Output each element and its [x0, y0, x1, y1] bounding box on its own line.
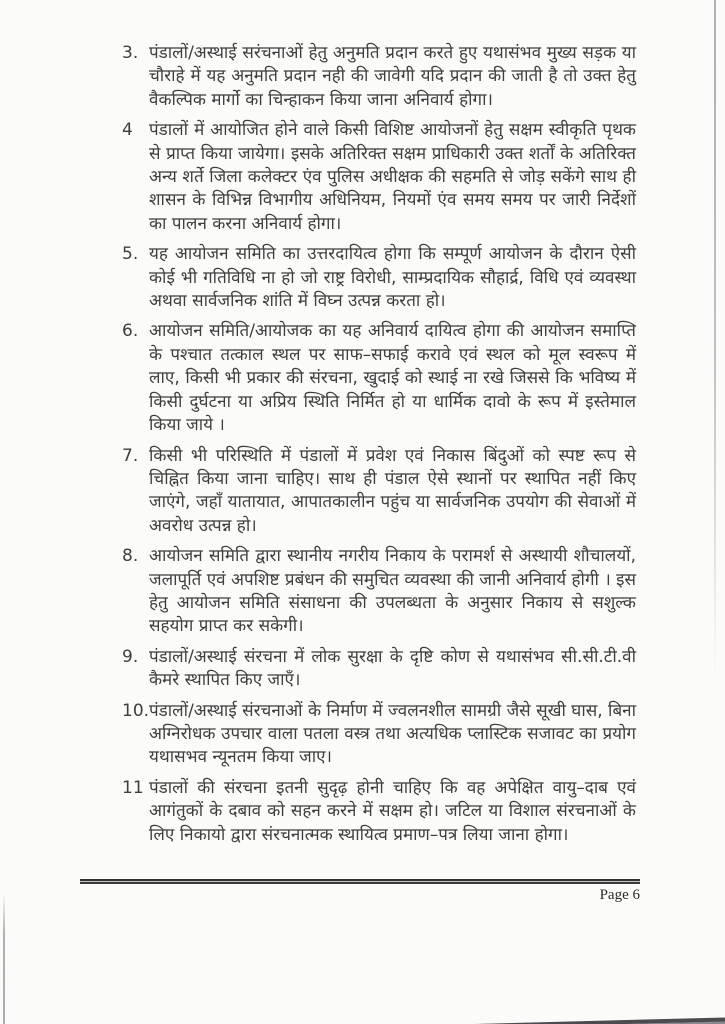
list-item [122, 646, 636, 693]
footer-rule [80, 879, 640, 884]
item-text: किसी भी परिस्थिति में पंडालों में प्रवेश एवं निकास बिंदुओं को स्पष्ट रूप से चिह्नित किया जाना चाहिए। साथ ही पंडाल ऐसे स्थानों पर स्थापित नहीं किए जाएंगे, जहाँ यातायात, आपातकालीन पहुंच या सार्वजनिक उपयोग की सेवाओं में अवरोध उत्पन्न हो। [149, 445, 636, 536]
page-number: Page 6 [599, 887, 640, 903]
item-number: 3. [122, 43, 139, 63]
item-number: 9. [122, 646, 139, 667]
list-item [122, 320, 636, 437]
list-item [122, 445, 636, 539]
list-item [122, 545, 636, 639]
list-item [122, 243, 636, 313]
item-number: 6. [122, 321, 139, 342]
item-text: आयोजन समिति/आयोजक का यह अनिवार्य दायित्व होगा की आयोजन समाप्ति के पश्चात तत्काल स्थल पर साफ–सफाई करावे एवं स्थल को मूल स्वरूप में लाए, किसी भी प्रकार की संरचना, खुदाई को स्थाई ना रखे जिससे कि भविष्य में किसी दुर्घटना या अप्रिय स्थिति निर्मित हो या धार्मिक दावो के रूप में इस्तेमाल किया जाये । [149, 321, 636, 436]
list-item [122, 119, 636, 236]
list-item [122, 777, 636, 847]
item-text: यह आयोजन समिति का उत्तरदायित्व होगा कि सम्पूर्ण आयोजन के दौरान ऐसी कोई भी गतिविधि ना हो जो राष्ट्र विरोधी, साम्प्रदायिक सौहार्द्र, विधि एवं व्यवस्था अथवा सार्वजनिक शांति में विघ्न उत्पन्न करता हो। [149, 244, 636, 312]
item-number: 11 [122, 777, 144, 798]
item-number: 10. [122, 700, 150, 721]
item-text: पंडालों की संरचना इतनी सुदृढ़ होनी चाहिए कि वह अपेक्षित वायु–दाब एवं आगंतुकों के दबाव को सहन करने में सक्षम हो। जटिल या विशाल संरचनाओं के लिए निकायो द्वारा संरचनात्मक स्थायित्व प्रमाण–पत्र लिया जाना होगा। [149, 777, 636, 845]
item-text: आयोजन समिति द्वारा स्थानीय नगरीय निकाय के परामर्श से अस्थायी शौचालयों, जलापूर्ति एवं अपशिष्ट प्रबंधन की समुचित व्यवस्था की जानी अनिवार्य होगी । इस हेतु आयोजन समिति संसाधना की उपलब्धता के अनुसार निकाय से सशुल्क सहयोग प्राप्त कर सकेगी। [149, 546, 637, 637]
scan-edge-left [3, 893, 5, 1024]
item-text: पंडालों/अस्थाई सरंचनाओं हेतु अनुमति प्रदान करते हुए यथासंभव मुख्य सड़क या चौराहे में यह अनुमति प्रदान नही की जावेगी यदि प्रदान की जाती है तो उक्त हेतु वैकल्पिक मार्गो का चिन्हाकन किया जाना अनिवार्य होगा। [149, 43, 636, 110]
item-text: पंडालों में आयोजित होने वाले किसी विशिष्ट आयोजनों हेतु सक्षम स्वीकृति पृथक से प्राप्त किया जायेगा। इसके अतिरिक्त सक्षम प्राधिकारी उक्त शर्तों के अतिरिक्त अन्य शर्ते जिला कलेक्टर एंव पुलिस अधीक्षक की सहमति से जोड़ सकेंगे साथ ही शासन के विभिन्न विभागीय अधिनियम, नियमों एंव समय समय पर जारी निर्देशों का पालन करना अनिवार्य होगा। [149, 120, 636, 234]
list-item [122, 700, 636, 770]
numbered-list [122, 42, 636, 854]
item-number: 8. [122, 546, 139, 567]
item-text: पंडालों/अस्थाई संरचनाओं के निर्माण में ज्वलनशील सामग्री जैसे सूखी घास, बिना अग्निरोधक उपचार वाला पतला वस्त्र तथा अत्यधिक प्लास्टिक सजावट का प्रयोग यथासभव न्यूनतम किया जाए। [149, 700, 636, 768]
item-number: 7. [122, 445, 139, 466]
scan-edge-right [714, 0, 716, 680]
item-text: पंडालों/अस्थाई संरचना में लोक सुरक्षा के दृष्टि कोण से यथासंभव सी.सी.टी.वी कैमरे स्थापित किए जाएँ। [149, 646, 636, 691]
list-item [122, 42, 636, 112]
item-number: 5. [122, 244, 139, 265]
item-number: 4 [122, 120, 133, 141]
scan-edge-bottom [210, 1016, 725, 1024]
